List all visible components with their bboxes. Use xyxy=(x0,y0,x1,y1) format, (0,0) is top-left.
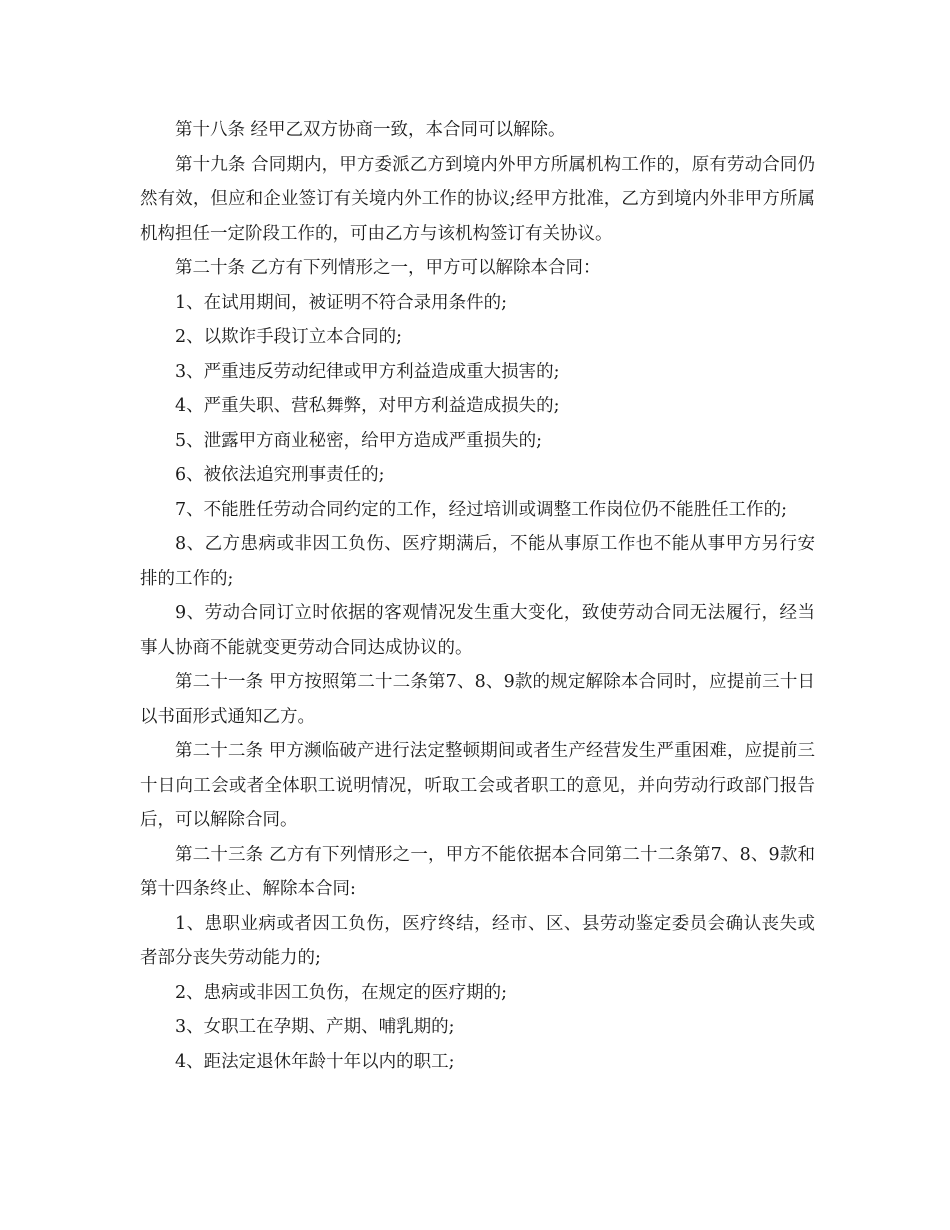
list-item: 8、乙方患病或非因工负伤、医疗期满后，不能从事原工作也不能从事甲方另行安排的工作的; xyxy=(140,534,815,589)
list-item: 3、女职工在孕期、产期、哺乳期的; xyxy=(175,1017,455,1037)
list-item: 4、距法定退休年龄十年以内的职工; xyxy=(175,1051,455,1072)
paragraph-article-21: 第二十一条 甲方按照第二十二条第7、8、9款的规定解除本合同时，应提前三十日以书面形式通知乙方。 xyxy=(140,672,815,727)
list-item: 5、泄露甲方商业秘密，给甲方造成严重损失的; xyxy=(175,430,543,451)
list-item: 1、患职业病或者因工负伤，医疗终结，经市、区、县劳动鉴定委员会确认丧失或者部分丧失劳动能力的; xyxy=(140,913,815,968)
paragraph-article-18: 第十八条 经甲乙双方协商一致，本合同可以解除。 xyxy=(175,120,566,140)
paragraph-article-19: 第十九条 合同期内，甲方委派乙方到境内外甲方所属机构工作的，原有劳动合同仍然有效，但应和企业签订有关境内外工作的协议;经甲方批准，乙方到境内外非甲方所属机构担任一定阶段工作的，可由乙方与该机构签订有关协议。 xyxy=(140,154,815,244)
paragraph-article-20: 第二十条 乙方有下列情形之一，甲方可以解除本合同： xyxy=(175,258,601,278)
list-item: 2、以欺诈手段订立本合同的; xyxy=(175,327,403,347)
list-item: 3、严重违反劳动纪律或甲方利益造成重大损害的; xyxy=(175,361,560,382)
list-item: 6、被依法追究刑事责任的; xyxy=(175,465,385,485)
paragraph-article-23: 第二十三条 乙方有下列情形之一，甲方不能依据本合同第二十二条第7、8、9款和第十四条终止、解除本合同: xyxy=(140,844,815,899)
list-item: 7、不能胜任劳动合同约定的工作，经过培训或调整工作岗位仍不能胜任工作的; xyxy=(175,499,788,520)
list-item: 4、严重失职、营私舞弊，对甲方利益造成损失的; xyxy=(175,396,560,416)
list-item: 9、劳动合同订立时依据的客观情况发生重大变化，致使劳动合同无法履行，经当事人协商不能就变更劳动合同达成协议的。 xyxy=(140,603,815,658)
paragraph-article-22: 第二十二条 甲方濒临破产进行法定整顿期间或者生产经营发生严重困难，应提前三十日向工会或者全体职工说明情况，听取工会或者职工的意见，并向劳动行政部门报告后，可以解除合同。 xyxy=(140,741,815,830)
list-item: 2、患病或非因工负伤，在规定的医疗期的; xyxy=(175,982,508,1003)
document-body xyxy=(140,113,815,1079)
list-item: 1、在试用期间，被证明不符合录用条件的; xyxy=(175,292,508,313)
